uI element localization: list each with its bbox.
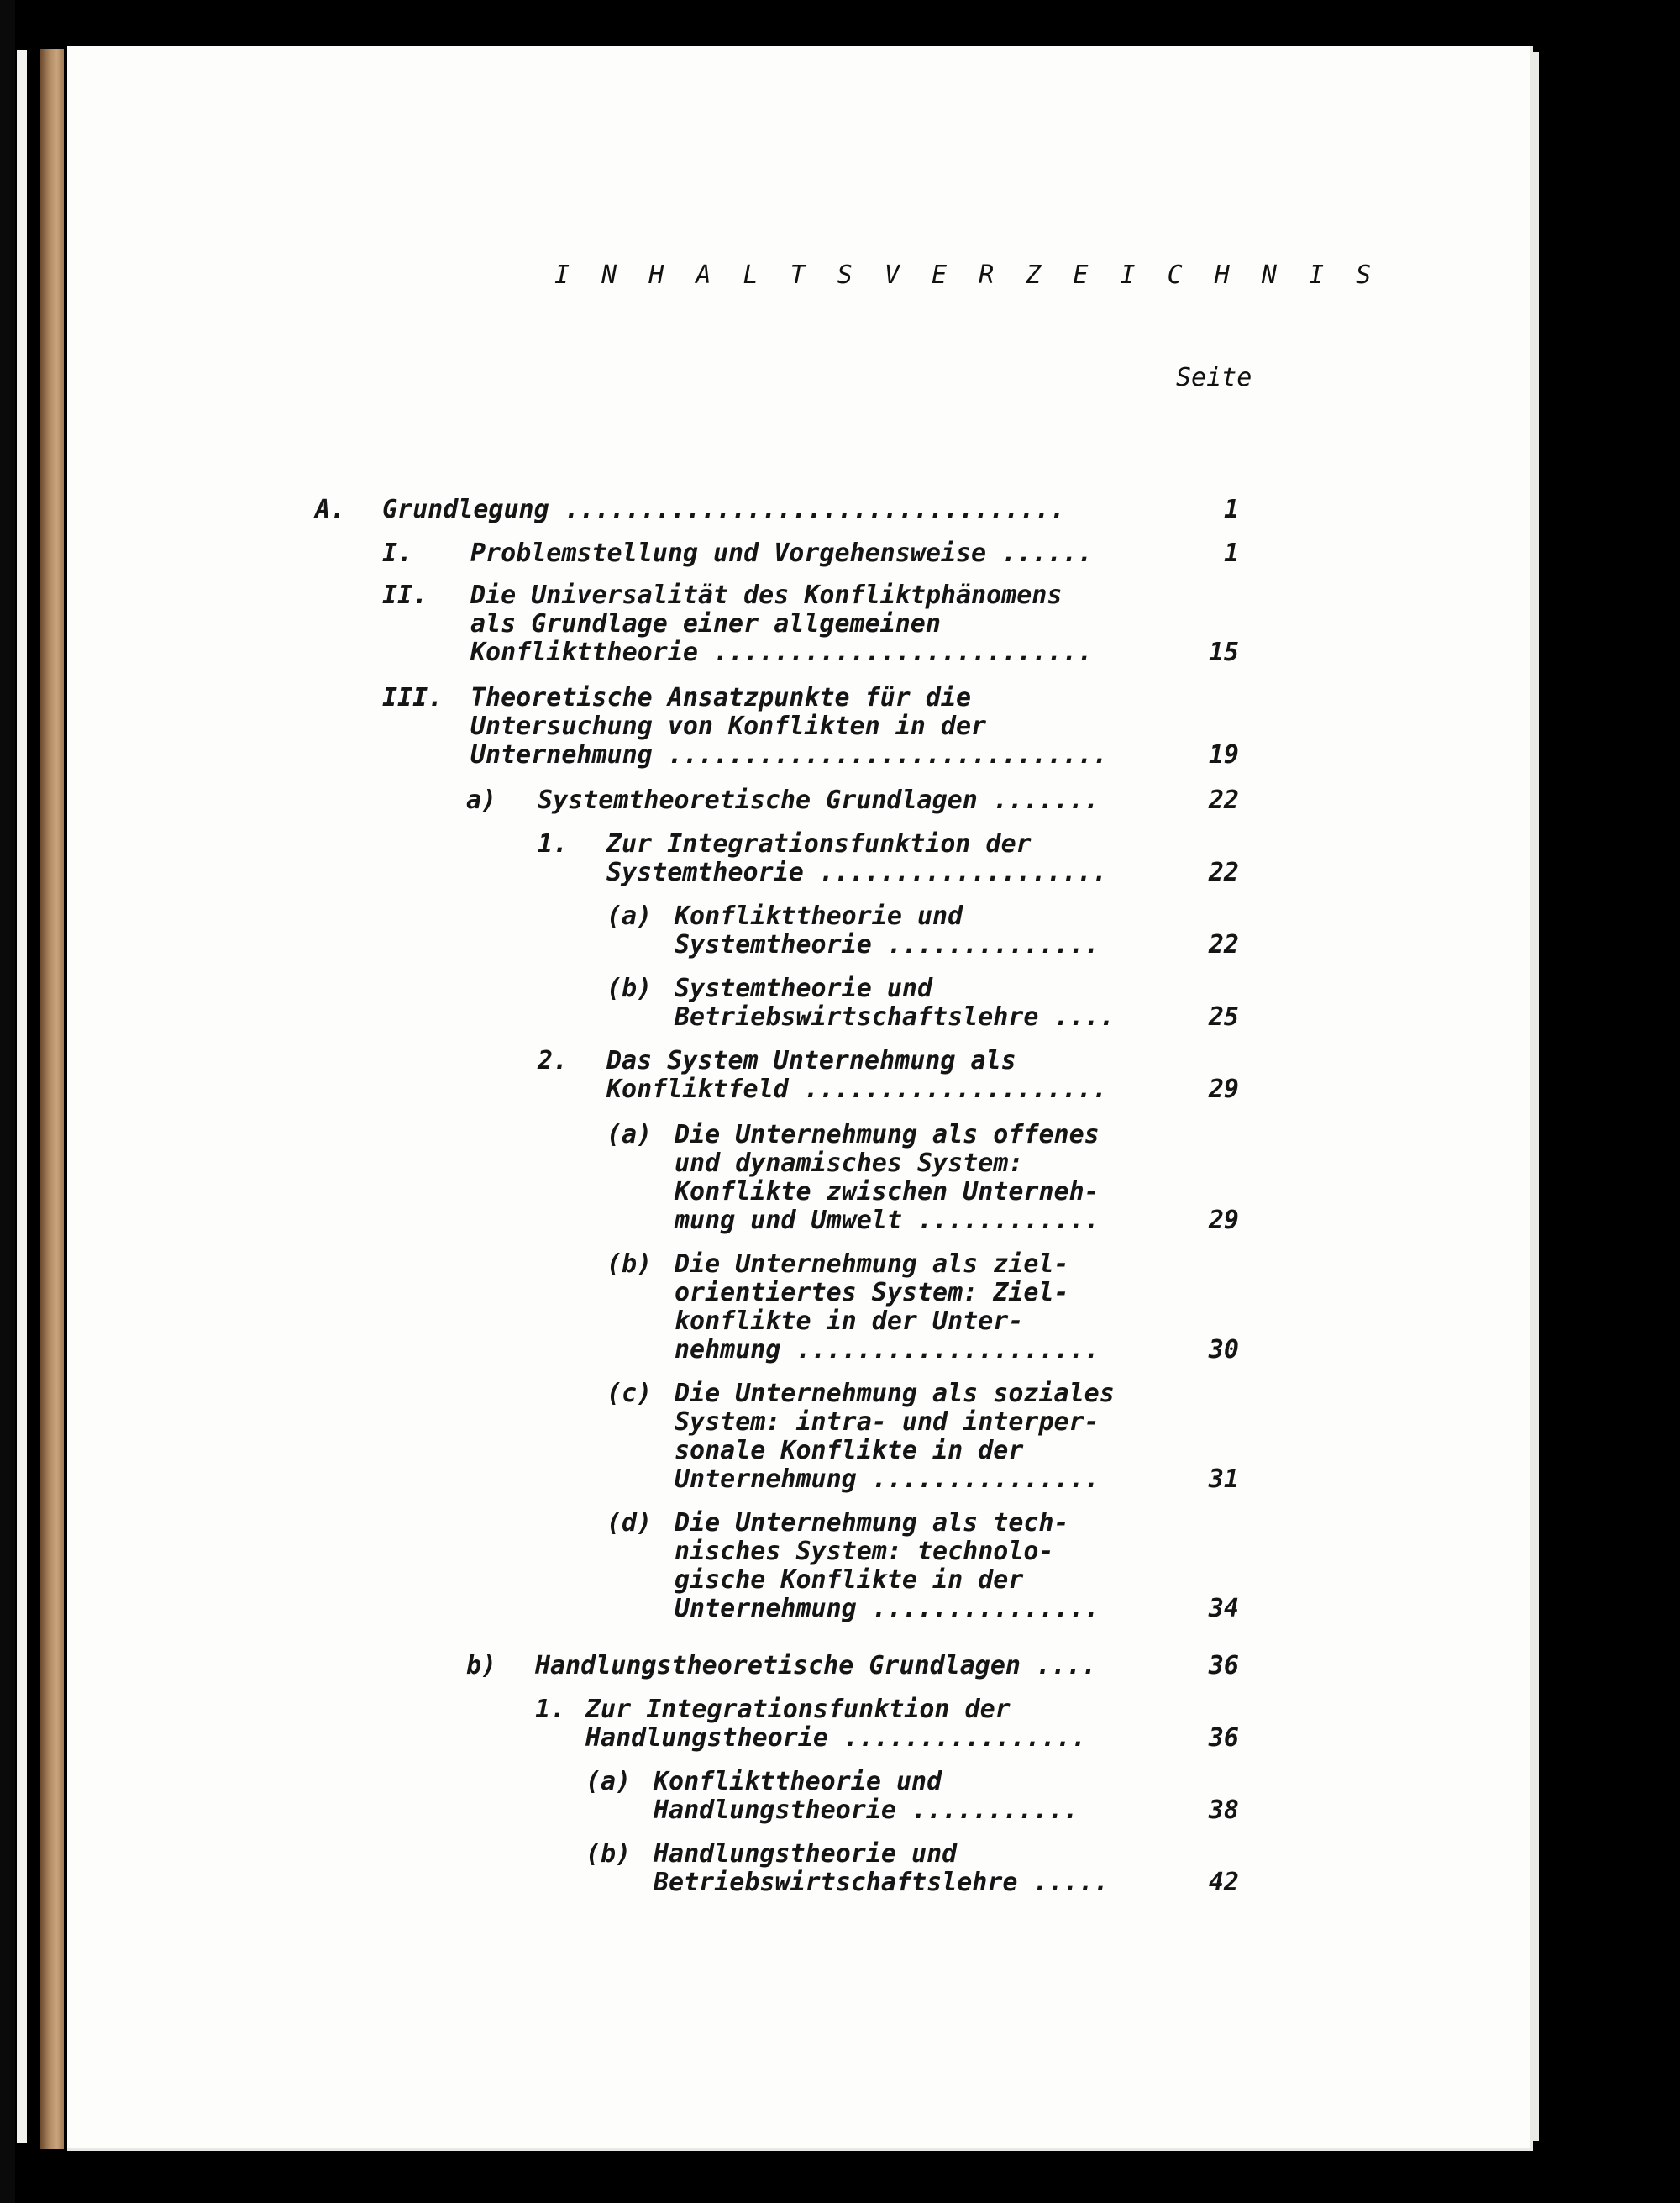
toc-entry-page: 42 xyxy=(1208,1868,1239,1897)
toc-entry-page: 19 xyxy=(1208,740,1239,770)
toc-entry-text: nehmung .................... xyxy=(675,1335,1100,1364)
toc-entry-text: Handlungstheorie ................ xyxy=(585,1723,1087,1753)
toc-entry-number: a) xyxy=(466,786,497,815)
toc-entry-page: 36 xyxy=(1208,1651,1239,1680)
toc-entry-number: A. xyxy=(315,495,346,524)
toc-entry-text: Die Universalität des Konfliktphänomens xyxy=(470,581,1063,610)
toc-entry-number: (c) xyxy=(606,1379,653,1408)
toc-entry-text: Grundlegung ................................. xyxy=(382,495,1065,524)
toc-entry-text: orientiertes System: Ziel- xyxy=(675,1278,1069,1307)
page-column-header: Seite xyxy=(1176,363,1252,392)
toc-entry-number: 2. xyxy=(538,1046,569,1075)
toc-entry-text: Untersuchung von Konflikten in der xyxy=(470,712,987,741)
toc-entry-text: Konflikttheorie ......................... xyxy=(470,638,1093,667)
toc-entry-page: 38 xyxy=(1208,1796,1239,1825)
toc-entry-text: Problemstellung und Vorgehensweise ...... xyxy=(470,539,1093,568)
toc-entry-text: Zur Integrationsfunktion der xyxy=(606,829,1032,859)
toc-entry-number: b) xyxy=(466,1651,497,1680)
toc-entry-number: II. xyxy=(382,581,428,610)
toc-entry-page: 25 xyxy=(1208,1002,1239,1032)
toc-entry-text: Handlungstheoretische Grundlagen .... xyxy=(535,1651,1097,1680)
toc-entry-page: 31 xyxy=(1208,1464,1239,1494)
toc-entry-number: (b) xyxy=(606,974,653,1003)
toc-entry-text: Zur Integrationsfunktion der xyxy=(585,1695,1011,1724)
toc-entry-number: (a) xyxy=(606,1120,653,1149)
toc-entry-number: 1. xyxy=(538,829,569,859)
toc-entry-page: 1 xyxy=(1223,495,1239,524)
toc-entry-text: Unternehmung ............................. xyxy=(470,740,1108,770)
toc-entry-text: Unternehmung ............... xyxy=(675,1464,1100,1494)
toc-entry-number: (a) xyxy=(606,902,653,931)
toc-entry-number: 1. xyxy=(535,1695,566,1724)
toc-entry-text: nisches System: technolo- xyxy=(675,1537,1054,1566)
toc-entry-text: System: intra- und interper- xyxy=(675,1407,1100,1437)
toc-entry-text: Das System Unternehmung als xyxy=(606,1046,1016,1075)
toc-entry-text: Theoretische Ansatzpunkte für die xyxy=(470,683,972,712)
toc-entry-page: 22 xyxy=(1208,930,1239,960)
toc-entry-page: 30 xyxy=(1208,1335,1239,1364)
toc-entry-text: Systemtheorie und xyxy=(675,974,933,1003)
toc-entry-text: Betriebswirtschaftslehre ..... xyxy=(654,1868,1109,1897)
page-edge xyxy=(1530,52,1539,2141)
toc-entry-text: und dynamisches System: xyxy=(675,1149,1024,1178)
toc-entry-text: Die Unternehmung als tech- xyxy=(675,1508,1069,1538)
toc-entry-text: sonale Konflikte in der xyxy=(675,1436,1024,1465)
toc-entry-number: (b) xyxy=(606,1249,653,1279)
toc-entry-text: Systemtheorie ................... xyxy=(606,858,1108,887)
page-title: I N H A L T S V E R Z E I C H N I S xyxy=(554,260,1380,290)
toc-entry-text: Handlungstheorie und xyxy=(654,1839,958,1869)
toc-entry-page: 1 xyxy=(1223,539,1239,568)
toc-entry-text: Systemtheorie .............. xyxy=(675,930,1100,960)
toc-entry-number: (a) xyxy=(585,1767,632,1796)
toc-entry-text: Die Unternehmung als soziales xyxy=(675,1379,1115,1408)
toc-entry-text: konflikte in der Unter- xyxy=(675,1307,1024,1336)
scan-left-border xyxy=(0,0,15,2203)
toc-entry-page: 29 xyxy=(1208,1075,1239,1104)
toc-entry-text: Unternehmung ............... xyxy=(675,1594,1100,1623)
toc-entry-page: 34 xyxy=(1208,1594,1239,1623)
toc-entry-number: III. xyxy=(382,683,444,712)
toc-entry-page: 36 xyxy=(1208,1723,1239,1753)
spine-stripe xyxy=(17,50,27,2143)
toc-entry-text: Betriebswirtschaftslehre .... xyxy=(675,1002,1115,1032)
toc-entry-page: 22 xyxy=(1208,786,1239,815)
toc-entry-text: gische Konflikte in der xyxy=(675,1565,1024,1595)
toc-entry-page: 15 xyxy=(1208,638,1239,667)
toc-entry-text: als Grundlage einer allgemeinen xyxy=(470,609,941,639)
toc-entry-text: Die Unternehmung als offenes xyxy=(675,1120,1100,1149)
toc-entry-number: (d) xyxy=(606,1508,653,1538)
toc-entry-text: Konflikttheorie und xyxy=(675,902,963,931)
book-spine xyxy=(40,49,64,2149)
toc-entry-text: Handlungstheorie ........... xyxy=(654,1796,1079,1825)
toc-entry-text: Konflikte zwischen Unterneh- xyxy=(675,1177,1100,1207)
toc-entry-page: 29 xyxy=(1208,1206,1239,1235)
toc-entry-number: I. xyxy=(382,539,413,568)
toc-entry-text: Die Unternehmung als ziel- xyxy=(675,1249,1069,1279)
toc-entry-page: 22 xyxy=(1208,858,1239,887)
toc-entry-number: (b) xyxy=(585,1839,632,1869)
toc-entry-text: Konflikttheorie und xyxy=(654,1767,942,1796)
toc-entry-text: mung und Umwelt ............ xyxy=(675,1206,1100,1235)
toc-entry-text: Systemtheoretische Grundlagen ....... xyxy=(538,786,1100,815)
toc-entry-text: Konfliktfeld .................... xyxy=(606,1075,1108,1104)
